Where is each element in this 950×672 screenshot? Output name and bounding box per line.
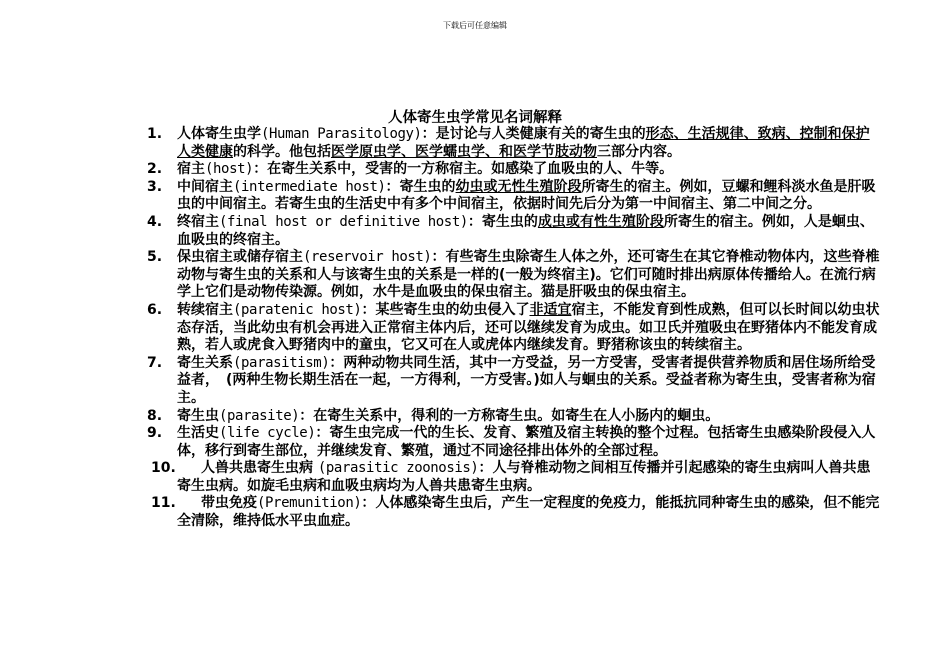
item-text: 转续宿主: [177, 301, 233, 318]
underlined-text: 非适宜: [529, 301, 572, 318]
item-number: 10.: [151, 460, 176, 477]
term-english: (final host or definitive host): [219, 213, 468, 230]
item-text: 宿主，不能发育到性成熟，但可以长时间以幼虫状态存活，当此幼虫有机会再进入正常宿主体内后，还可以继续发育为成虫。如卫氏并殖吸虫在野猪体内不能发育成熟，若人或虎食入野猪肉中的童虫，它又可在人或虎体内继续发育。野猪称该虫的转续宿主。: [177, 301, 880, 354]
item-text: 保虫宿主或储存宿主: [177, 249, 303, 266]
underlined-text: 形态、生活规律、致病、控制和保护人类健康: [177, 126, 870, 160]
item-number: 8.: [147, 407, 163, 424]
item-text: 的科学。他包括: [233, 143, 331, 160]
item-number: 4.: [147, 213, 163, 230]
term-english: (parasitism): [233, 354, 330, 371]
item-number: 11.: [151, 495, 176, 512]
term-english: (parasite): [219, 407, 300, 424]
definition-item: [147, 407, 882, 426]
definition-item: [147, 161, 882, 179]
term-english: (life cycle): [219, 425, 316, 442]
term-english: (intermediate host): [233, 178, 386, 195]
term-english: (Premunition): [257, 495, 362, 512]
item-text: 宿主: [177, 161, 205, 178]
underlined-text: 医学原虫学、医学蠕虫学、和医学节肢动物: [331, 143, 597, 160]
item-text: ：有些寄生虫除寄生人体之外，还可寄生在其它脊椎动物体内，这些脊椎动物与寄生虫的关系和人与该寄生虫的关系是一样的(一般为终宿主)。它们可随时排出病原体传播给人。在流行病学上它们是动物传染源。例如，水牛是血吸虫的保虫宿主。猫是肝吸虫的保虫宿主。: [177, 249, 880, 301]
underlined-text: 成虫或有性生殖阶段: [537, 213, 664, 230]
underlined-text: 幼虫或无性生殖阶段: [455, 178, 582, 195]
item-number: 2.: [147, 161, 163, 178]
item-text: 寄生关系: [177, 354, 233, 371]
definition-list: [0, 126, 950, 531]
definition-item: [151, 495, 882, 530]
item-text: ：在寄生关系中，得利的一方称寄生虫。如寄生在人小肠内的蛔虫。: [299, 407, 720, 424]
item-text: ：寄生虫的: [467, 213, 538, 230]
item-number: 6.: [147, 301, 163, 318]
item-number: 9.: [147, 425, 163, 442]
item-text: ：在寄生关系中，受害的一方称宿主。如感染了血吸虫的人、牛等。: [253, 161, 674, 178]
item-text: ：寄生虫完成一代的生长、发育、繁殖及宿主转换的整个过程。包括寄生虫感染阶段侵入人体，移行到寄生部位，并继续发育、繁殖，通过不同途径排出体外的全部过程。: [177, 425, 876, 459]
term-english: (Human Parasitology): [261, 126, 422, 142]
definition-item: [147, 301, 882, 355]
term-english: (parasitic zoonosis): [317, 460, 479, 477]
definition-item: [147, 425, 882, 460]
definition-item: [147, 354, 882, 408]
term-english: (host): [205, 161, 254, 178]
item-text: ：寄生虫的: [385, 178, 456, 195]
item-text: 带虫免疫: [201, 495, 257, 512]
item-text: ：是讨论与人类健康有关的寄生虫的: [421, 126, 646, 142]
item-text: 人体寄生虫学: [177, 126, 261, 142]
item-text: 寄生虫: [177, 407, 219, 424]
item-text: ：人体感染寄生虫后，产生一定程度的免疫力，能抵抗同种寄生虫的感染，但不能完全清除，维持低水平虫血症。: [177, 495, 880, 530]
term-english: (reservoir host): [303, 249, 432, 266]
document-title: 人体寄生虫学常见名词解释: [388, 110, 562, 126]
item-text: 中间宿主: [177, 178, 233, 195]
item-text: ：人与脊椎动物之间相互传播并引起感染的寄生虫病叫人兽共患寄生虫病。如旋毛虫病和血吸虫病均为人兽共患寄生虫病。: [177, 460, 871, 494]
definition-item: [151, 460, 882, 495]
definition-item: [147, 178, 882, 214]
item-number: 3.: [147, 178, 163, 195]
item-text: 所寄生的宿主。例如，人是蛔虫、血吸虫的终宿主。: [177, 213, 874, 248]
page-header: 下载后可任意编辑: [443, 21, 507, 30]
item-text: 人兽共患寄生虫病: [201, 460, 318, 477]
item-number: 7.: [147, 354, 163, 371]
item-text: ：某些寄生虫的幼虫侵入了: [361, 301, 530, 318]
item-number: 1.: [147, 126, 163, 142]
item-text: 所寄生的宿主。例如，豆螺和鲤科淡水鱼是肝吸虫的中间宿主。若寄生虫的生活史中有多个中间宿主，依据时间先后分为第一中间宿主、第二中间之分。: [177, 178, 876, 213]
definition-item: [147, 249, 882, 302]
item-number: 5.: [147, 249, 163, 266]
item-text: 终宿主: [177, 213, 219, 230]
definition-item: [147, 213, 882, 249]
item-text: 三部分内容。: [597, 143, 681, 160]
definition-item: [147, 126, 882, 161]
item-text: 生活史: [177, 425, 219, 442]
item-text: ：两种动物共同生活，其中一方受益，另一方受害，受害者提供营养物质和居住场所给受益者， (两种生物长期生活在一起，一方得利，一方受害。)如人与蛔虫的关系。受益者称为寄生虫，受害者称为宿主。: [177, 354, 876, 406]
term-english: (paratenic host): [233, 301, 362, 318]
